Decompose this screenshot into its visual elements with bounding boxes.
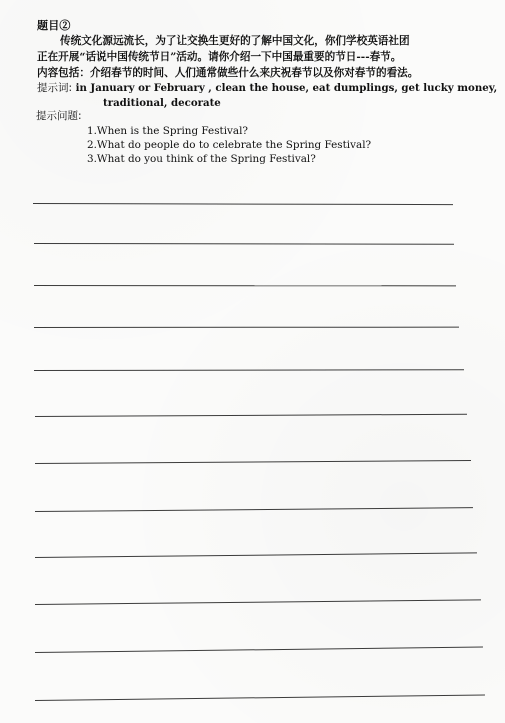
writing-line[interactable] [34,285,456,287]
writing-line[interactable] [34,327,459,329]
prompt-question-2: 2.What do people do to celebrate the Spring Festival? [87,139,372,151]
writing-line[interactable] [35,695,485,702]
prompt-questions-list [87,124,371,166]
writing-line[interactable] [35,599,481,605]
instruction-line-1: 传统文化源远流长，为了让交换生更好的了解中国文化，你们学校英语社团 [60,35,410,47]
question-title: 题目② [37,19,71,32]
writing-line[interactable] [35,647,483,654]
instruction-line-2: 正在开展“话说中国传统节日”活动。请你介绍一下中国最重要的节日---春节。 [37,51,402,63]
writing-line[interactable] [35,460,471,464]
writing-line[interactable] [35,507,473,512]
instruction-paragraph [37,33,467,81]
hint-words [37,81,497,111]
writing-line[interactable] [34,369,464,371]
hint-words-label: 提示词: [37,82,73,94]
writing-line[interactable] [33,203,453,205]
prompt-question-1: 1.When is the Spring Festival? [87,125,248,137]
hint-words-line-1: in January or February , clean the house, eat dumplings, get lucky money, [75,82,498,94]
prompt-question-3: 3.What do you think of the Spring Festival? [87,153,316,165]
writing-line[interactable] [35,414,467,418]
writing-line[interactable] [34,243,454,245]
hint-words-line-2: traditional, decorate [103,97,221,109]
prompt-questions-label: 提示问题: [36,110,82,122]
instruction-line-3: 内容包括：介绍春节的时间、人们通常做些什么来庆祝春节以及你对春节的看法。 [37,67,419,79]
writing-line[interactable] [35,552,477,558]
